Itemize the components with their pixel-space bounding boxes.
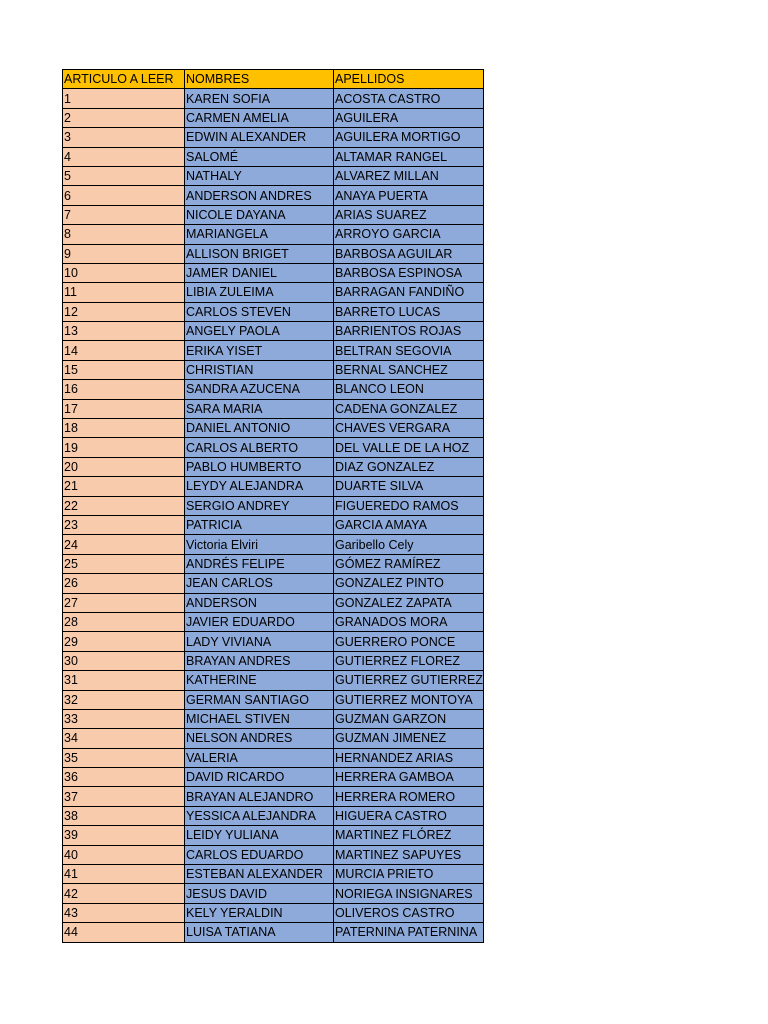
last-name-cell[interactable]: BLANCO LEON <box>334 380 484 399</box>
table-row <box>63 89 484 108</box>
last-name-cell[interactable]: ARIAS SUAREZ <box>334 205 484 224</box>
last-name-cell[interactable]: HERRERA GAMBOA <box>334 768 484 787</box>
table-row <box>63 341 484 360</box>
article-number-cell[interactable]: 7 <box>63 205 185 224</box>
first-name-cell[interactable]: ANGELY PAOLA <box>185 322 334 341</box>
last-name-cell[interactable]: PATERNINA PATERNINA <box>334 923 484 942</box>
first-name-cell[interactable]: KAREN SOFIA <box>185 89 334 108</box>
first-name-cell[interactable]: CARLOS EDUARDO <box>185 845 334 864</box>
article-number-cell[interactable]: 42 <box>63 884 185 903</box>
table-row <box>63 166 484 185</box>
article-number-cell[interactable]: 14 <box>63 341 185 360</box>
table-row <box>63 360 484 379</box>
article-number-cell[interactable]: 40 <box>63 845 185 864</box>
table-row <box>63 147 484 166</box>
last-name-cell[interactable]: GUTIERREZ MONTOYA <box>334 690 484 709</box>
first-name-cell[interactable]: EDWIN ALEXANDER <box>185 128 334 147</box>
first-name-cell[interactable]: BRAYAN ALEJANDRO <box>185 787 334 806</box>
header-cell-apellidos[interactable]: APELLIDOS <box>334 70 484 89</box>
first-name-cell[interactable]: ERIKA YISET <box>185 341 334 360</box>
table-row <box>63 419 484 438</box>
last-name-cell[interactable]: BERNAL SANCHEZ <box>334 360 484 379</box>
header-cell-articulo[interactable]: ARTICULO A LEER <box>63 70 185 89</box>
last-name-cell[interactable]: GONZALEZ PINTO <box>334 574 484 593</box>
article-number-cell[interactable]: 41 <box>63 865 185 884</box>
table-row <box>63 903 484 922</box>
table-row <box>63 263 484 282</box>
article-number-cell[interactable]: 33 <box>63 709 185 728</box>
table-row <box>63 923 484 942</box>
first-name-cell[interactable]: MICHAEL STIVEN <box>185 709 334 728</box>
last-name-cell[interactable]: AGUILERA MORTIGO <box>334 128 484 147</box>
first-name-cell[interactable]: PATRICIA <box>185 515 334 534</box>
article-number-cell[interactable]: 29 <box>63 632 185 651</box>
first-name-cell[interactable]: DANIEL ANTONIO <box>185 419 334 438</box>
table-row <box>63 477 484 496</box>
table-row <box>63 826 484 845</box>
table-row <box>63 515 484 534</box>
table-row <box>63 399 484 418</box>
table-row <box>63 244 484 263</box>
last-name-cell[interactable]: BARRETO LUCAS <box>334 302 484 321</box>
first-name-cell[interactable]: ESTEBAN ALEXANDER <box>185 865 334 884</box>
table-row <box>63 806 484 825</box>
article-number-cell[interactable]: 34 <box>63 729 185 748</box>
table-body <box>63 70 484 943</box>
first-name-cell[interactable]: GERMAN SANTIAGO <box>185 690 334 709</box>
first-name-cell[interactable]: YESSICA ALEJANDRA <box>185 806 334 825</box>
first-name-cell[interactable]: SARA MARIA <box>185 399 334 418</box>
article-number-cell[interactable]: 4 <box>63 147 185 166</box>
table-row <box>63 709 484 728</box>
first-name-cell[interactable]: JEAN CARLOS <box>185 574 334 593</box>
last-name-cell[interactable]: BARRAGAN FANDIÑO <box>334 283 484 302</box>
article-number-cell[interactable]: 30 <box>63 651 185 670</box>
table-row <box>63 884 484 903</box>
table-row <box>63 632 484 651</box>
first-name-cell[interactable]: VALERIA <box>185 748 334 767</box>
table-row <box>63 612 484 631</box>
article-number-cell[interactable]: 35 <box>63 748 185 767</box>
table-row <box>63 845 484 864</box>
table-row <box>63 205 484 224</box>
first-name-cell[interactable]: KATHERINE <box>185 671 334 690</box>
last-name-cell[interactable]: ACOSTA CASTRO <box>334 89 484 108</box>
last-name-cell[interactable]: BARRIENTOS ROJAS <box>334 322 484 341</box>
table-row <box>63 729 484 748</box>
first-name-cell[interactable]: ANDERSON ANDRES <box>185 186 334 205</box>
article-number-cell[interactable]: 44 <box>63 923 185 942</box>
table-row <box>63 108 484 127</box>
first-name-cell[interactable]: LIBIA ZULEIMA <box>185 283 334 302</box>
last-name-cell[interactable]: MURCIA PRIETO <box>334 865 484 884</box>
article-number-cell[interactable]: 43 <box>63 903 185 922</box>
first-name-cell[interactable]: ALLISON BRIGET <box>185 244 334 263</box>
article-number-cell[interactable]: 15 <box>63 360 185 379</box>
last-name-cell[interactable]: HIGUERA CASTRO <box>334 806 484 825</box>
article-number-cell[interactable]: 5 <box>63 166 185 185</box>
first-name-cell[interactable]: ANDRÉS FELIPE <box>185 554 334 573</box>
last-name-cell[interactable]: OLIVEROS CASTRO <box>334 903 484 922</box>
table-row <box>63 768 484 787</box>
article-number-cell[interactable]: 18 <box>63 419 185 438</box>
table-row <box>63 593 484 612</box>
first-name-cell[interactable]: LEYDY ALEJANDRA <box>185 477 334 496</box>
last-name-cell[interactable]: GARCIA AMAYA <box>334 515 484 534</box>
article-number-cell[interactable]: 37 <box>63 787 185 806</box>
last-name-cell[interactable]: CADENA GONZALEZ <box>334 399 484 418</box>
table-row <box>63 574 484 593</box>
article-number-cell[interactable]: 32 <box>63 690 185 709</box>
article-number-cell[interactable]: 25 <box>63 554 185 573</box>
last-name-cell[interactable]: GONZALEZ ZAPATA <box>334 593 484 612</box>
last-name-cell[interactable]: GUTIERREZ FLOREZ <box>334 651 484 670</box>
table-row <box>63 787 484 806</box>
last-name-cell[interactable]: DUARTE SILVA <box>334 477 484 496</box>
first-name-cell[interactable]: SERGIO ANDREY <box>185 496 334 515</box>
table-row <box>63 554 484 573</box>
last-name-cell[interactable]: ANAYA PUERTA <box>334 186 484 205</box>
table-row <box>63 748 484 767</box>
last-name-cell[interactable]: BARBOSA AGUILAR <box>334 244 484 263</box>
table-row <box>63 225 484 244</box>
article-number-cell[interactable]: 31 <box>63 671 185 690</box>
article-number-cell[interactable]: 22 <box>63 496 185 515</box>
article-number-cell[interactable]: 13 <box>63 322 185 341</box>
table-row <box>63 128 484 147</box>
first-name-cell[interactable]: CARLOS ALBERTO <box>185 438 334 457</box>
last-name-cell[interactable]: HERRERA ROMERO <box>334 787 484 806</box>
first-name-cell[interactable]: JESUS DAVID <box>185 884 334 903</box>
first-name-cell[interactable]: JAVIER EDUARDO <box>185 612 334 631</box>
table-row <box>63 457 484 476</box>
last-name-cell[interactable]: BARBOSA ESPINOSA <box>334 263 484 282</box>
last-name-cell[interactable]: Garibello Cely <box>334 535 484 554</box>
first-name-cell[interactable]: ANDERSON <box>185 593 334 612</box>
header-cell-nombres[interactable]: NOMBRES <box>185 70 334 89</box>
article-number-cell[interactable]: 6 <box>63 186 185 205</box>
article-number-cell[interactable]: 23 <box>63 515 185 534</box>
first-name-cell[interactable]: LUISA TATIANA <box>185 923 334 942</box>
first-name-cell[interactable]: Victoria Elviri <box>185 535 334 554</box>
first-name-cell[interactable]: KELY YERALDIN <box>185 903 334 922</box>
article-number-cell[interactable]: 19 <box>63 438 185 457</box>
article-number-cell[interactable]: 20 <box>63 457 185 476</box>
article-number-cell[interactable]: 10 <box>63 263 185 282</box>
table-row <box>63 671 484 690</box>
article-number-cell[interactable]: 12 <box>63 302 185 321</box>
article-number-cell[interactable]: 9 <box>63 244 185 263</box>
last-name-cell[interactable]: ARROYO GARCIA <box>334 225 484 244</box>
table-row <box>63 865 484 884</box>
last-name-cell[interactable]: GUTIERREZ GUTIERREZ <box>334 671 484 690</box>
spreadsheet-table <box>62 69 484 943</box>
table-row <box>63 380 484 399</box>
first-name-cell[interactable]: MARIANGELA <box>185 225 334 244</box>
first-name-cell[interactable]: SANDRA AZUCENA <box>185 380 334 399</box>
last-name-cell[interactable]: HERNANDEZ ARIAS <box>334 748 484 767</box>
last-name-cell[interactable]: DEL VALLE DE LA HOZ <box>334 438 484 457</box>
table-row <box>63 651 484 670</box>
article-number-cell[interactable]: 24 <box>63 535 185 554</box>
article-number-cell[interactable]: 28 <box>63 612 185 631</box>
first-name-cell[interactable]: PABLO HUMBERTO <box>185 457 334 476</box>
article-number-cell[interactable]: 27 <box>63 593 185 612</box>
article-number-cell[interactable]: 8 <box>63 225 185 244</box>
first-name-cell[interactable]: DAVID RICARDO <box>185 768 334 787</box>
article-number-cell[interactable]: 26 <box>63 574 185 593</box>
first-name-cell[interactable]: SALOMÉ <box>185 147 334 166</box>
last-name-cell[interactable]: GRANADOS MORA <box>334 612 484 631</box>
last-name-cell[interactable]: NORIEGA INSIGNARES <box>334 884 484 903</box>
table-row <box>63 535 484 554</box>
first-name-cell[interactable]: JAMER DANIEL <box>185 263 334 282</box>
first-name-cell[interactable]: CHRISTIAN <box>185 360 334 379</box>
last-name-cell[interactable]: MARTINEZ FLÓREZ <box>334 826 484 845</box>
last-name-cell[interactable]: AGUILERA <box>334 108 484 127</box>
first-name-cell[interactable]: BRAYAN ANDRES <box>185 651 334 670</box>
article-number-cell[interactable]: 17 <box>63 399 185 418</box>
article-number-cell[interactable]: 11 <box>63 283 185 302</box>
article-number-cell[interactable]: 16 <box>63 380 185 399</box>
last-name-cell[interactable]: BELTRAN SEGOVIA <box>334 341 484 360</box>
last-name-cell[interactable]: ALVAREZ MILLAN <box>334 166 484 185</box>
first-name-cell[interactable]: NICOLE DAYANA <box>185 205 334 224</box>
article-number-cell[interactable]: 38 <box>63 806 185 825</box>
last-name-cell[interactable]: CHAVES VERGARA <box>334 419 484 438</box>
first-name-cell[interactable]: LEIDY YULIANA <box>185 826 334 845</box>
last-name-cell[interactable]: MARTINEZ SAPUYES <box>334 845 484 864</box>
last-name-cell[interactable]: GUZMAN JIMENEZ <box>334 729 484 748</box>
first-name-cell[interactable]: NELSON ANDRES <box>185 729 334 748</box>
table-row <box>63 322 484 341</box>
first-name-cell[interactable]: CARLOS STEVEN <box>185 302 334 321</box>
last-name-cell[interactable]: GUZMAN GARZON <box>334 709 484 728</box>
article-number-cell[interactable]: 39 <box>63 826 185 845</box>
table-row <box>63 690 484 709</box>
article-number-cell[interactable]: 36 <box>63 768 185 787</box>
table-row <box>63 302 484 321</box>
table-row <box>63 438 484 457</box>
article-number-cell[interactable]: 3 <box>63 128 185 147</box>
last-name-cell[interactable]: DIAZ GONZALEZ <box>334 457 484 476</box>
article-number-cell[interactable]: 1 <box>63 89 185 108</box>
header-row <box>63 70 484 89</box>
article-number-cell[interactable]: 21 <box>63 477 185 496</box>
first-name-cell[interactable]: LADY VIVIANA <box>185 632 334 651</box>
last-name-cell[interactable]: GÓMEZ RAMÍREZ <box>334 554 484 573</box>
first-name-cell[interactable]: CARMEN AMELIA <box>185 108 334 127</box>
article-number-cell[interactable]: 2 <box>63 108 185 127</box>
table-row <box>63 186 484 205</box>
last-name-cell[interactable]: FIGUEREDO RAMOS <box>334 496 484 515</box>
last-name-cell[interactable]: GUERRERO PONCE <box>334 632 484 651</box>
first-name-cell[interactable]: NATHALY <box>185 166 334 185</box>
last-name-cell[interactable]: ALTAMAR RANGEL <box>334 147 484 166</box>
table-row <box>63 496 484 515</box>
table-row <box>63 283 484 302</box>
